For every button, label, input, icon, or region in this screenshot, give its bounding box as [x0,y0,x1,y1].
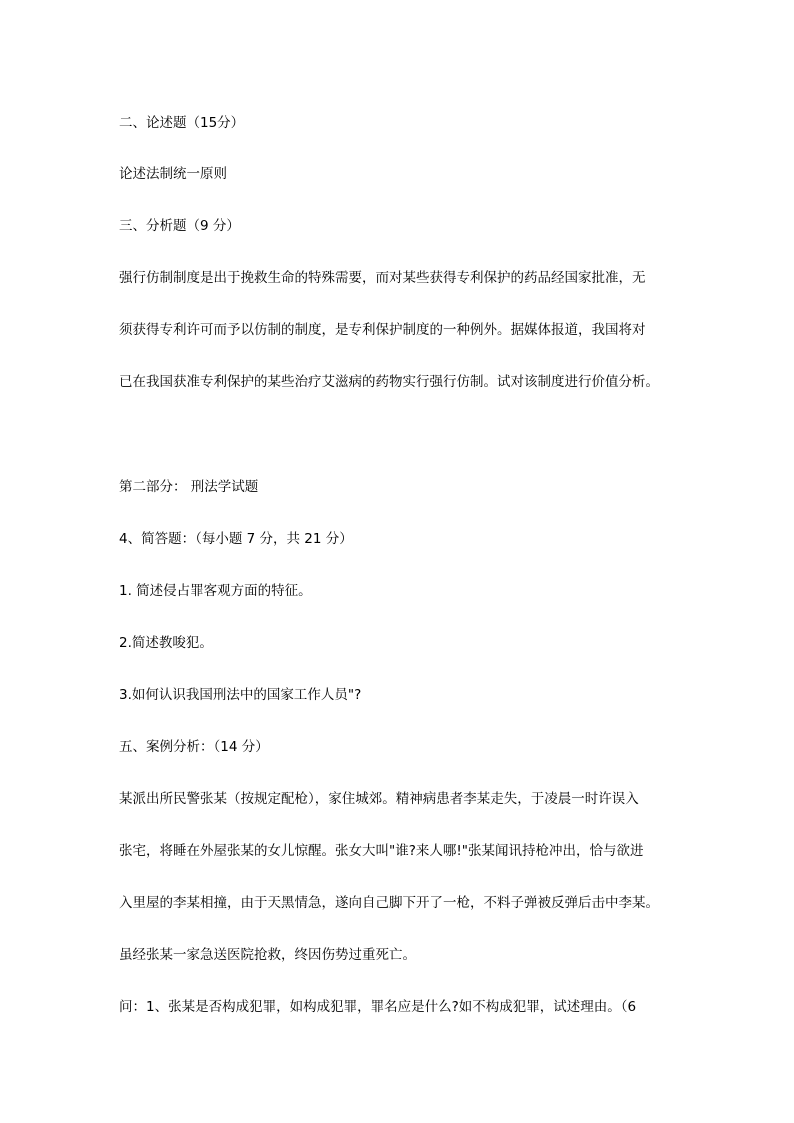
short-answer-question-2: 2.简述教唆犯。 [119,635,213,651]
case-question-1: 问：1、张某是否构成犯罪，如构成犯罪，罪名应是什么?如不构成犯罪，试述理由。（6 [119,999,637,1015]
section-heading-short-answer: 4、简答题：（每小题 7 分，共 21 分） [119,531,353,547]
case-paragraph-line-4: 虽经张某一家急送医院抢救，终因伤势过重死亡。 [119,947,416,963]
essay-question: 论述法制统一原则 [119,166,227,182]
case-paragraph-line-2: 张宅，将睡在外屋张某的女儿惊醒。张女大叫"谁?来人哪!"张某闻讯持枪冲出，恰与欲进 [119,843,644,859]
part-two-heading: 第二部分： 刑法学试题 [119,479,259,495]
section-heading-case-analysis: 五、案例分析：（14 分） [119,739,269,755]
section-heading-essay: 二、论述题（15分） [119,115,245,131]
case-paragraph-line-1: 某派出所民警张某（按规定配枪），家住城郊。精神病患者李某走失，于凌晨一时许误入 [119,791,639,807]
short-answer-question-3: 3.如何认识我国刑法中的国家工作人员"? [119,687,362,703]
analysis-paragraph-line-1: 强行仿制制度是出于挽救生命的特殊需要，而对某些获得专利保护的药品经国家批准，无 [119,270,646,286]
section-heading-analysis: 三、分析题（9 分） [119,218,240,234]
analysis-paragraph-line-2: 须获得专利许可而予以仿制的制度，是专利保护制度的一种例外。据媒体报道，我国将对 [119,322,646,338]
case-paragraph-line-3: 入里屋的李某相撞，由于天黑情急，遂向自己脚下开了一枪，不料子弹被反弹后击中李某。 [119,895,659,911]
short-answer-question-1: 1. 简述侵占罪客观方面的特征。 [119,583,312,599]
analysis-paragraph-line-3: 已在我国获准专利保护的某些治疗艾滋病的药物实行强行仿制。试对该制度进行价值分析。 [119,374,659,390]
